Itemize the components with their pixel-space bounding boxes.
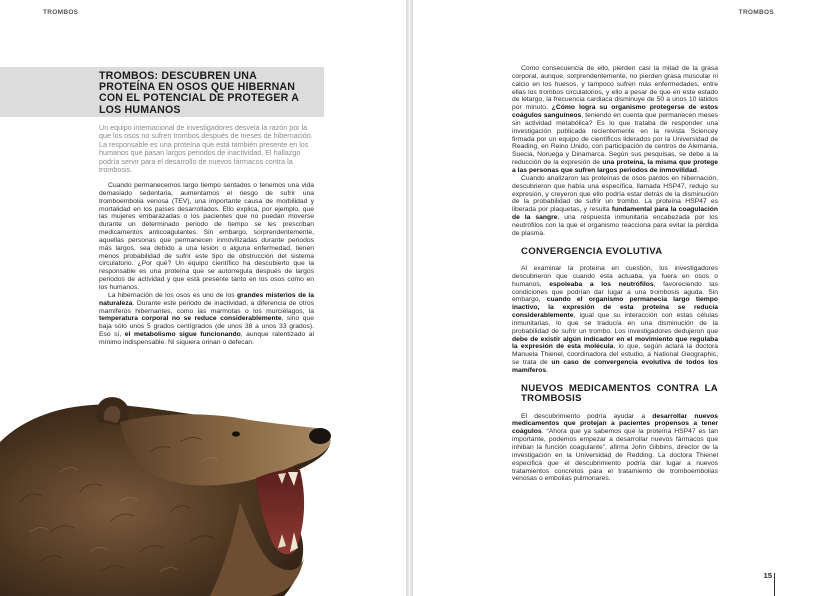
paragraph-1: Cuando permanecemos largo tiempo sentados o tenemos una vida demasiado sedentaria, aumentamos el riesgo de sufrir una tromboembolia venosa (TEV), una importante causa de morbilidad y mortalidad en los países desarrollados. Ello explica, por ejemplo, que las mujeres embarazadas o los pacientes que no puedan moverse durante un determinado periodo de tiempo se les prescriban medicamentos anticoagulantes. Sin embargo, sorprendentemente, aquellas personas que permanecen inmovilizadas durante periodos más largos, sea debido a una lesión o alguna enfermedad, tienen menos probabilidad de sufrir este tipo de obstrucción del sistema circulatorio. ¿Por qué? Un equipo científico ha descubierto que la responsable es una proteína que se autorregula después de largos periodos de actividad y que está presente tanto en los osos como en los humanos. [99, 182, 314, 291]
left-body-column [99, 182, 314, 347]
running-head-right: TROMBOS [738, 9, 774, 16]
section-heading-convergencia: CONVERGENCIA EVOLUTIVA [521, 245, 663, 257]
standfirst: Un equipo internacional de investigadores desvela la razón por la que los osos no sufren trombos después de meses de hibernación. La responsable es una proteína que está también presente en los humanos que pasan largos periodos de inactividad. El hallazgo podría servir para el desarrollo de nuevos fármacos contra la trombosis. [99, 123, 313, 175]
right-page [413, 0, 819, 596]
running-head-left: TROMBOS [43, 9, 79, 16]
section-heading-medicamentos: NUEVOS MEDICAMENTOS CONTRA LA TROMBOSIS [521, 382, 718, 405]
paragraph-4: Cuando analizaron las proteínas de osos pardos en hibernación, descubrieron que había una específica, llamada HSP47, redujo su expresión, y creyeron que ello podría estar detrás de la disminución de la probabilidad de sufrir un trombo. La proteína HSP47 es liberada por plaquetas, y resulta fundamental para la coagulación de la sangre, una respuesta inmunitaria encabezada por los neutrófilos con la que el organismo reacciona para evitar la pérdida de plasma. [512, 174, 719, 237]
bear-photo [0, 382, 335, 596]
title-banner [0, 67, 324, 117]
article-title: TROMBOS: DESCUBREN UNA PROTEÍNA EN OSOS QUE HIBERNAN CON EL POTENCIAL DE PROTEGER A LOS HUMANOS [99, 70, 299, 116]
paragraph-3: Como consecuencia de ello, pierden casi la mitad de la grasa corporal, aunque, sorprendentemente, no pierden grasa muscular ni calcio en los huesos, y tampoco sufren más enfermedades, entre ellas los trombos circulatorios, y ello a pesar de que en este estado de letargo, la frecuencia cardiaca disminuye de 50 a unos 10 latidos por minuto. ¿Cómo logra su organismo protegerse de estos coágulos sanguíneos, teniendo en cuenta que permanecen meses sin actividad metabólica? Es lo que trataba de responder una investigación publicada recientemente en la revista Sciencey firmada por un equipo de científicos liderados por la Universidad de Reading, en Reino Unido, con participación de centros de Alemania, Suecia, Noruega y Dinamarca. Según sus pesquisas, se debe a la reducción de la expresión de una proteína, la misma que protege a las personas que sufren largos periodos de inmovilidad. [512, 65, 719, 174]
paragraph-5: Al examinar la proteína en cuestión, los investigadores descubrieron que cuando esta actuaba, ya fuera en osos o humanos, espoleaba a los neutrófilos, favoreciendo las condiciones que podrían dar lugar a una trombosis aguda. Sin embargo, cuando el organismo permanecía largo tiempo inactivo, la expresión de esta proteína se reducía considerablemente, igual que su interacción con estas células inmunitarias, lo que se traducía en una disminución de la probabilidad de sufrir un trombo. Los investigadores dedujeron que debe de existir algún indicador en el movimiento que regulaba la expresión de esta molécula, lo que, según aclara la doctora Manuela Thienel, coordinadora del estudio, a National Geographic, se trata de un caso de convergencia evolutiva de todos los mamíferos. [512, 264, 718, 374]
page-number-rule [774, 573, 775, 596]
page-number: 15 [763, 571, 772, 580]
page-gutter [406, 0, 413, 596]
left-page [0, 0, 406, 596]
paragraph-6: El descubrimiento podría ayudar a desarrollar nuevos medicamentos que protejan a pacientes propensos a tener coágulos. “Ahora que ya sabemos que la proteína HSP47 es tan importante, podemos empezar a desarrollar nuevos fármacos que inhiban la función coagulante”, afirma John Gibbins, director de la investigación en la Universidad de Redding. La doctora Thienel especifica que el descubrimiento podría dar lugar a nuevos tratamientos concretos para el tratamiento de tromboembolias venosas o embolias pulmonares. [512, 412, 718, 483]
paragraph-2: La hibernación de los osos es uno de los grandes misterios de la naturaleza. Durante este periodo de inactividad, a diferencia de otros mamíferos hibernantes, como las marmotas o los murciélagos, la temperatura corporal no se reduce considerablemente, sino que baja sólo unos 5 grados centígrados (de unos 38 a unos 33 grados). Eso sí, el metabolismo sigue funcionando, aunque ralentizado al mínimo indispensable. Ni siquiera orinan o defecan. [99, 291, 314, 346]
right-body-column [512, 65, 718, 483]
